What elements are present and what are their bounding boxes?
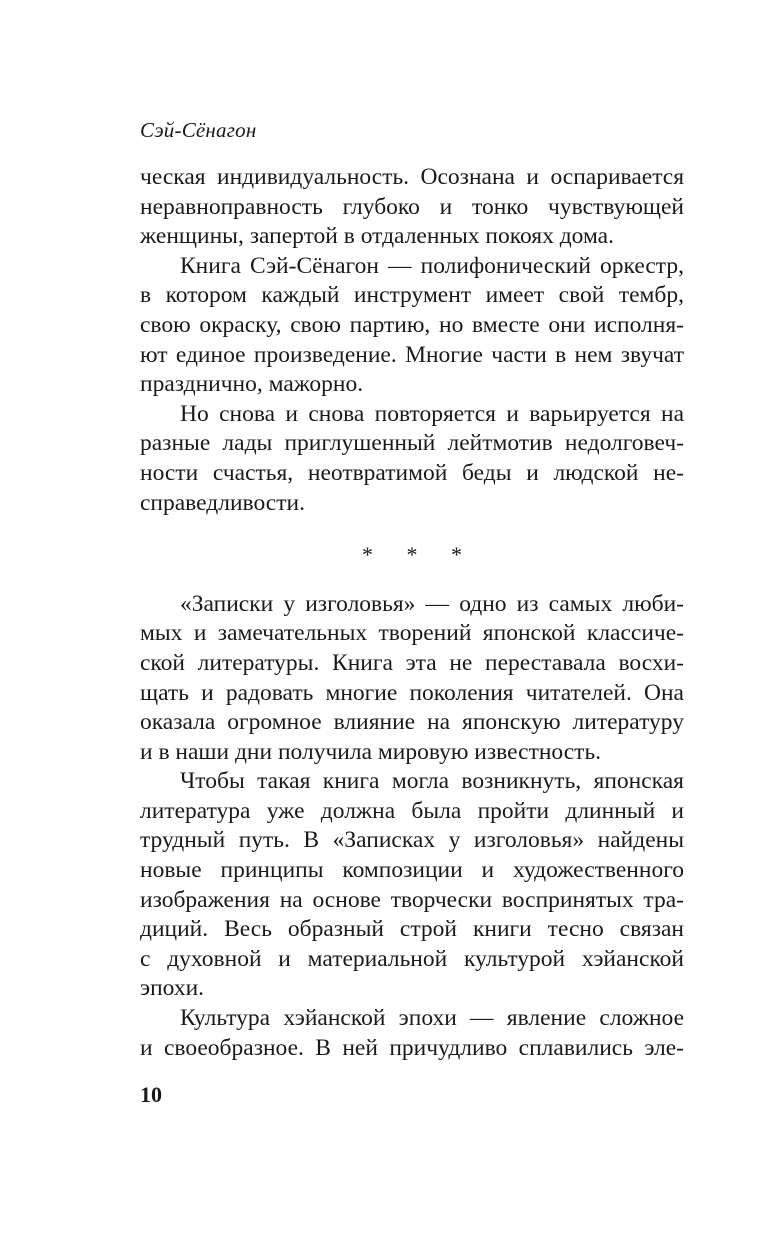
text-line: литература уже должна была пройти длинный и <box>140 797 684 824</box>
running-head: Сэй-Сёнагон <box>140 118 257 142</box>
body-text <box>140 163 684 1063</box>
text-line: изображения на основе творчески воспринятых тра- <box>140 886 684 913</box>
text-line: празднично, мажорно. <box>140 371 364 398</box>
text-line: щать и радовать многие поколения читателей. Она <box>140 679 684 706</box>
text-line: ческая индивидуальность. Осознана и оспаривается <box>140 164 684 190</box>
text-line: Чтобы такая книга могла возникнуть, японская <box>180 768 684 795</box>
text-line: новые принципы композиции и художественного <box>140 857 684 884</box>
text-line: разные лады приглушенный лейтмотив недолговеч- <box>140 430 684 457</box>
page-number: 10 <box>140 1082 162 1107</box>
text-line: оказала огромное влияние на японскую литературу <box>140 709 684 736</box>
text-line: неравноправность глубоко и тонко чувствующей <box>140 193 684 220</box>
text-line: свою окраску, свою партию, но вместе они исполня- <box>140 311 684 338</box>
text-line: трудный путь. В «Записках у изголовья» найдены <box>140 827 684 854</box>
text-line: мых и замечательных творений японской классиче- <box>140 620 684 647</box>
text-line: ности счастья, неотвратимой беды и людской не- <box>140 459 684 486</box>
text-line: Но снова и снова повторяется и варьируется на <box>180 400 684 427</box>
text-line: эпохи. <box>140 975 205 1002</box>
text-line: Книга Сэй-Сёнагон — полифонический оркестр, <box>180 252 684 279</box>
text-line: Культура хэйанской эпохи — явление сложное <box>180 1005 684 1032</box>
text-line: диций. Весь образный строй книги тесно связан <box>140 916 684 943</box>
text-line: ской литературы. Книга эта не переставала восхи- <box>140 649 684 676</box>
section-separator: * * * <box>362 542 476 568</box>
text-line: в котором каждый инструмент имеет свой тембр, <box>140 282 684 309</box>
text-line: с духовной и материальной культурой хэйанской <box>140 945 684 972</box>
text-line: женщины, запертой в отдаленных покоях дома. <box>140 223 614 250</box>
text-line: «Записки у изголовья» — одно из самых люби- <box>180 590 684 617</box>
text-line: справедливости. <box>140 489 305 516</box>
text-line: и своеобразное. В ней причудливо сплавились эле- <box>140 1034 684 1061</box>
text-line: ют единое произведение. Многие части в нем звучат <box>140 341 684 368</box>
text-line: и в наши дни получила мировую известность. <box>140 738 602 765</box>
